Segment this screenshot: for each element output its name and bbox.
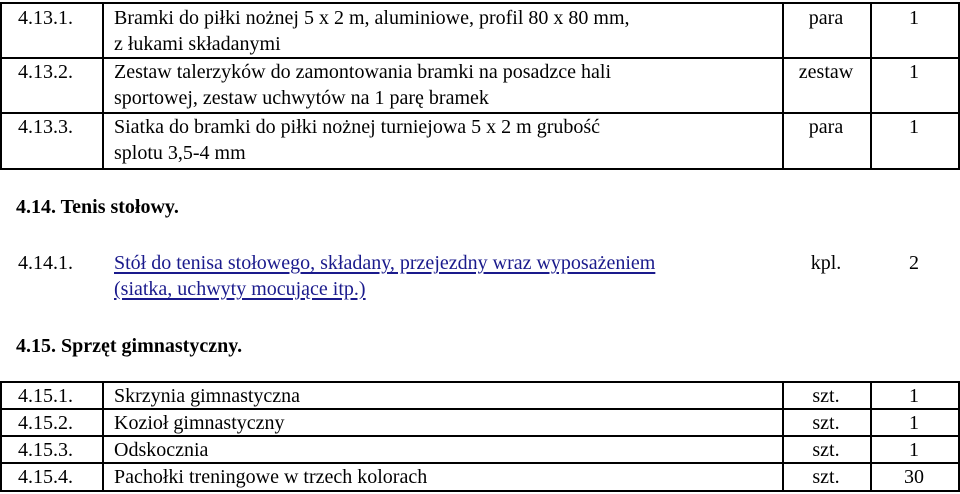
item-unit: para [808,7,844,29]
item-quantity: 1 [909,116,919,138]
item-unit: zestaw [798,61,854,83]
item-description-line: Zestaw talerzyków do zamontowania bramki na posadzce hali [114,61,612,83]
item-number: 4.15.3. [18,439,73,461]
item-description: Pachołki treningowe w trzech kolorach [114,466,428,488]
item-quantity: 1 [909,385,919,407]
item-number: 4.15.4. [18,466,73,488]
section-heading: 4.14. Tenis stołowy. [16,196,179,218]
item-quantity: 1 [909,412,919,434]
item-unit: szt. [812,412,840,434]
section-heading: 4.15. Sprzęt gimnastyczny. [16,335,243,357]
item-description [102,59,611,111]
item-description-line: z łukami składanymi [114,33,281,55]
item-quantity: 1 [909,61,919,83]
item-unit: szt. [812,466,840,488]
item-description-link[interactable]: (siatka, uchwyty mocujące itp.) [114,278,366,300]
item-unit: szt. [812,385,840,407]
item-number: 4.15.2. [18,412,73,434]
item-description-link[interactable]: Stół do tenisa stołowego, składany, przejezdny wraz wyposażeniem [114,252,656,274]
item-description: Odskocznia [114,439,209,461]
item-unit: kpl. [810,252,842,274]
item-number: 4.13.1. [18,7,73,29]
item-quantity: 1 [909,439,919,461]
item-description-line: splotu 3,5-4 mm [114,142,246,164]
item-unit: szt. [812,439,840,461]
item-description-line: Bramki do piłki nożnej 5 x 2 m, aluminiowe, profil 80 x 80 mm, [114,7,630,29]
item-number: 4.13.3. [18,116,73,138]
item-quantity: 2 [909,252,919,274]
item-number: 4.14.1. [18,252,73,274]
item-description [102,5,630,57]
item-description[interactable] [102,250,655,302]
item-quantity: 1 [909,7,919,29]
item-number: 4.13.2. [18,61,73,83]
item-number: 4.15.1. [18,385,73,407]
item-description-line: Siatka do bramki do piłki nożnej turniejowa 5 x 2 m grubość [114,116,601,138]
item-description-line: sportowej, zestaw uchwytów na 1 parę bramek [114,87,489,109]
item-description: Skrzynia gimnastyczna [114,385,301,407]
item-description: Kozioł gimnastyczny [114,412,285,434]
item-description [102,114,600,166]
item-unit: para [808,116,844,138]
item-quantity: 30 [904,466,924,488]
